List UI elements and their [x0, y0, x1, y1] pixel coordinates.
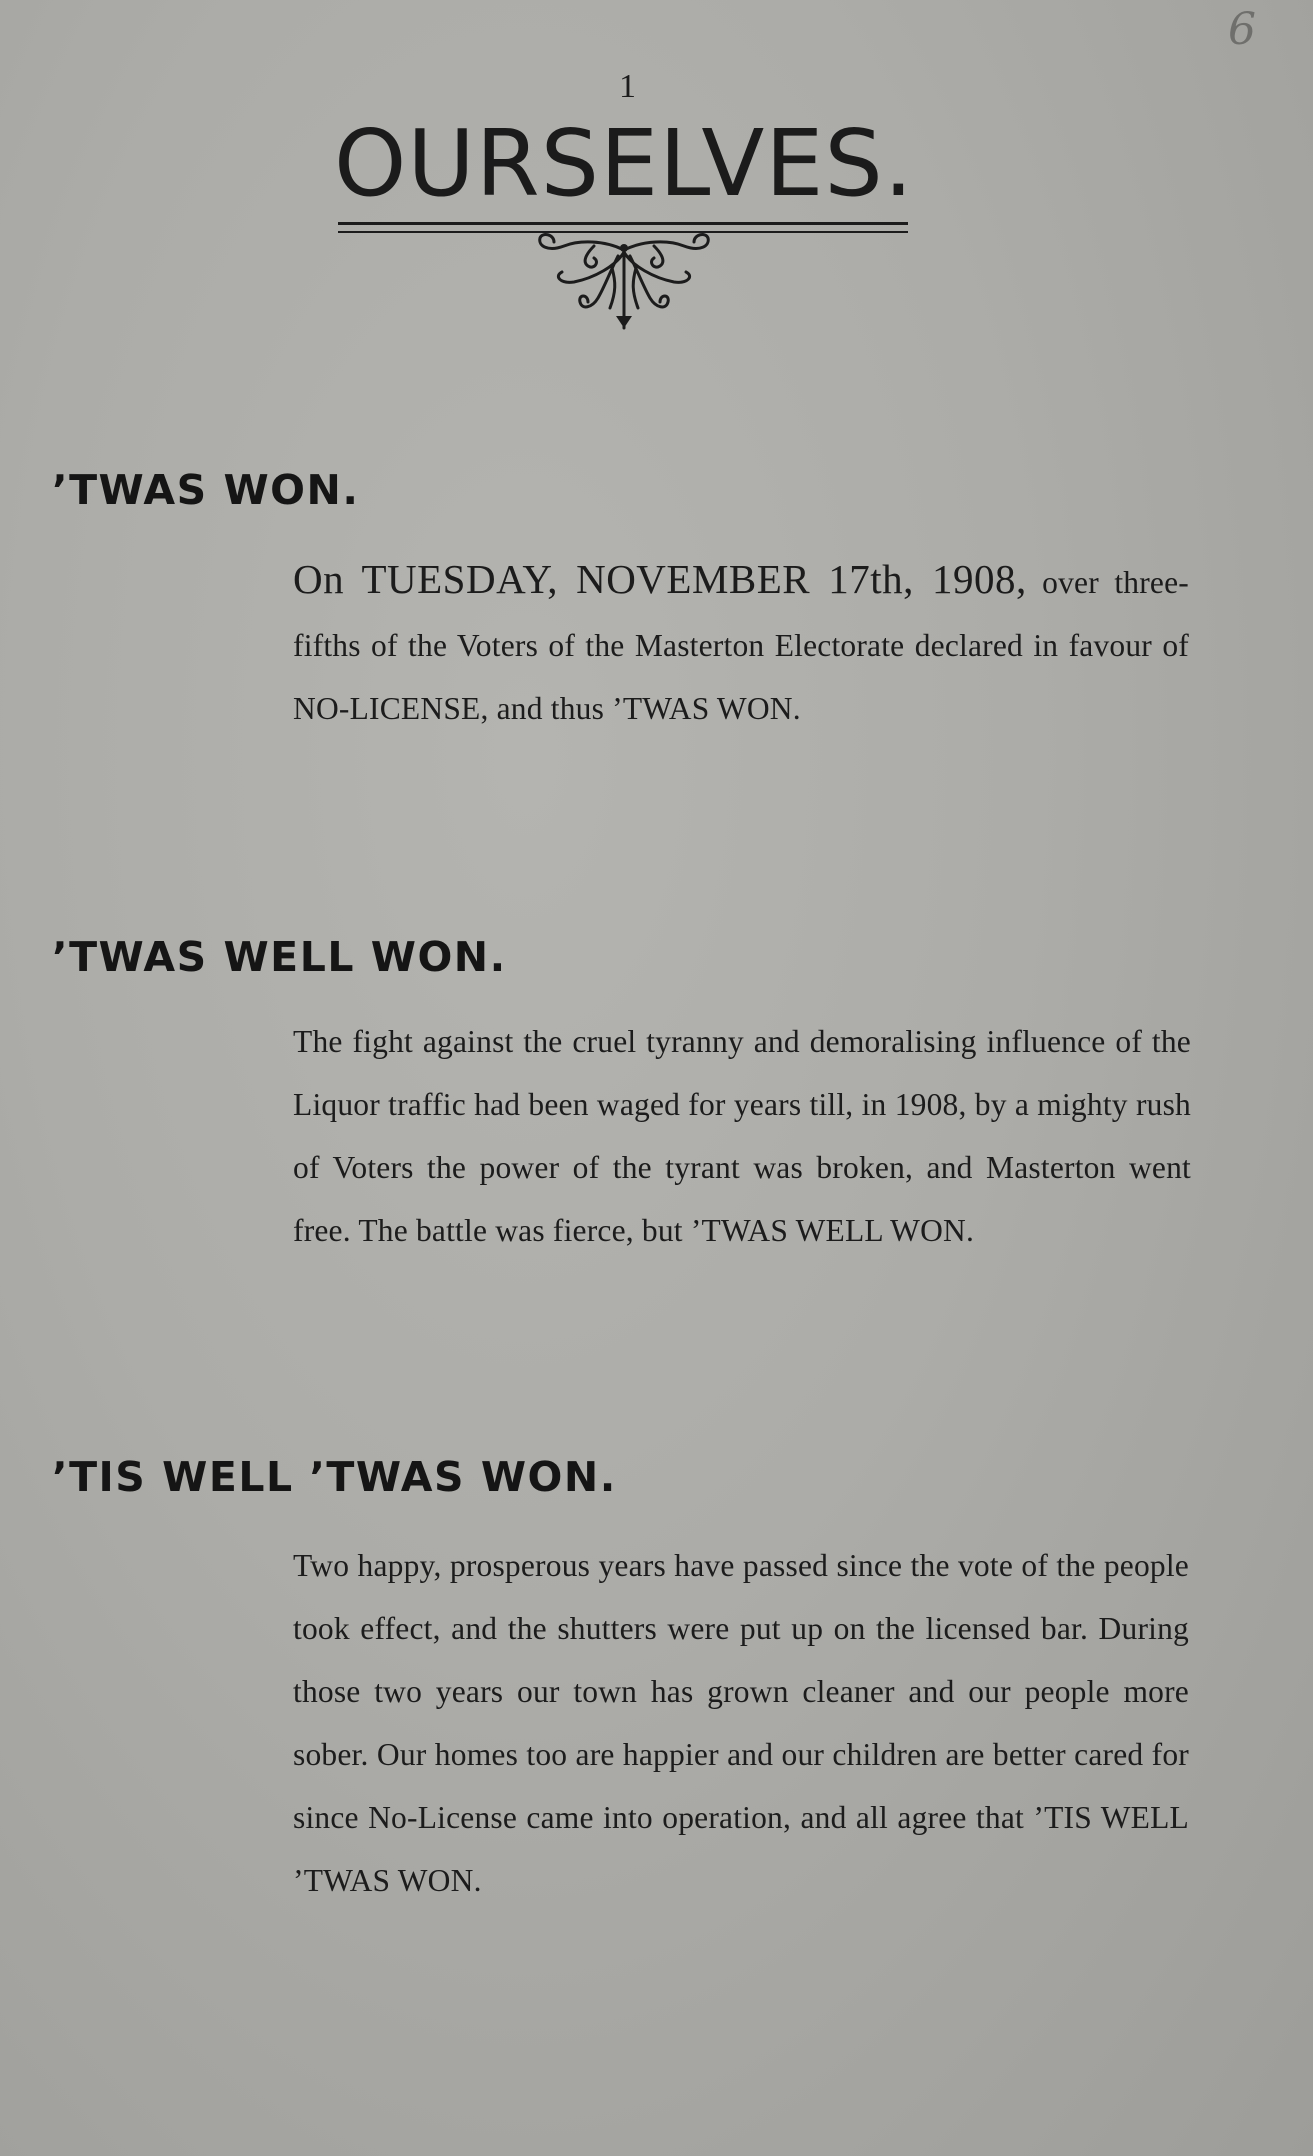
section-paragraph-twas-well-won: The fight against the cruel tyranny and demoralising influence of the Liquor traffic had been waged for years till, in 1908, by a mighty rush of Voters the power of the tyrant was broken, and Masterton went free. The battle was fierce, but ’TWAS WELL WON.	[293, 1024, 1191, 1248]
page-number: 1	[619, 68, 636, 105]
section-heading-tis-well-twas-won: ’TIS WELL ’TWAS WON.	[52, 1453, 617, 1501]
lead-date-line: On TUESDAY, NOVEMBER 17th, 1908,	[293, 556, 1027, 602]
ornament-flourish-icon	[524, 232, 724, 332]
margin-annotation: 6	[1228, 4, 1256, 55]
section-heading-twas-well-won: ’TWAS WELL WON.	[52, 933, 507, 981]
section-paragraph-tis-well-twas-won: Two happy, prosperous years have passed since the vote of the people took effect, and the shutters were put up on the licensed bar. During those two years our town has grown cleaner and our people more sober. Our homes too are happier and our children are better cared for since No-License came into operation, and all agree that ’TIS WELL ’TWAS WON.	[293, 1548, 1189, 1898]
title-rule-top	[338, 222, 908, 225]
page-title: OURSELVES.	[333, 110, 915, 217]
paragraph-text: over three-fifths of the Voters of the Masterton Electorate declared in favour of NO-LICENSE, and thus ’TWAS WON.	[293, 565, 1189, 726]
section-heading-twas-won: ’TWAS WON.	[52, 466, 360, 514]
section-paragraph-twas-won	[293, 548, 1189, 740]
